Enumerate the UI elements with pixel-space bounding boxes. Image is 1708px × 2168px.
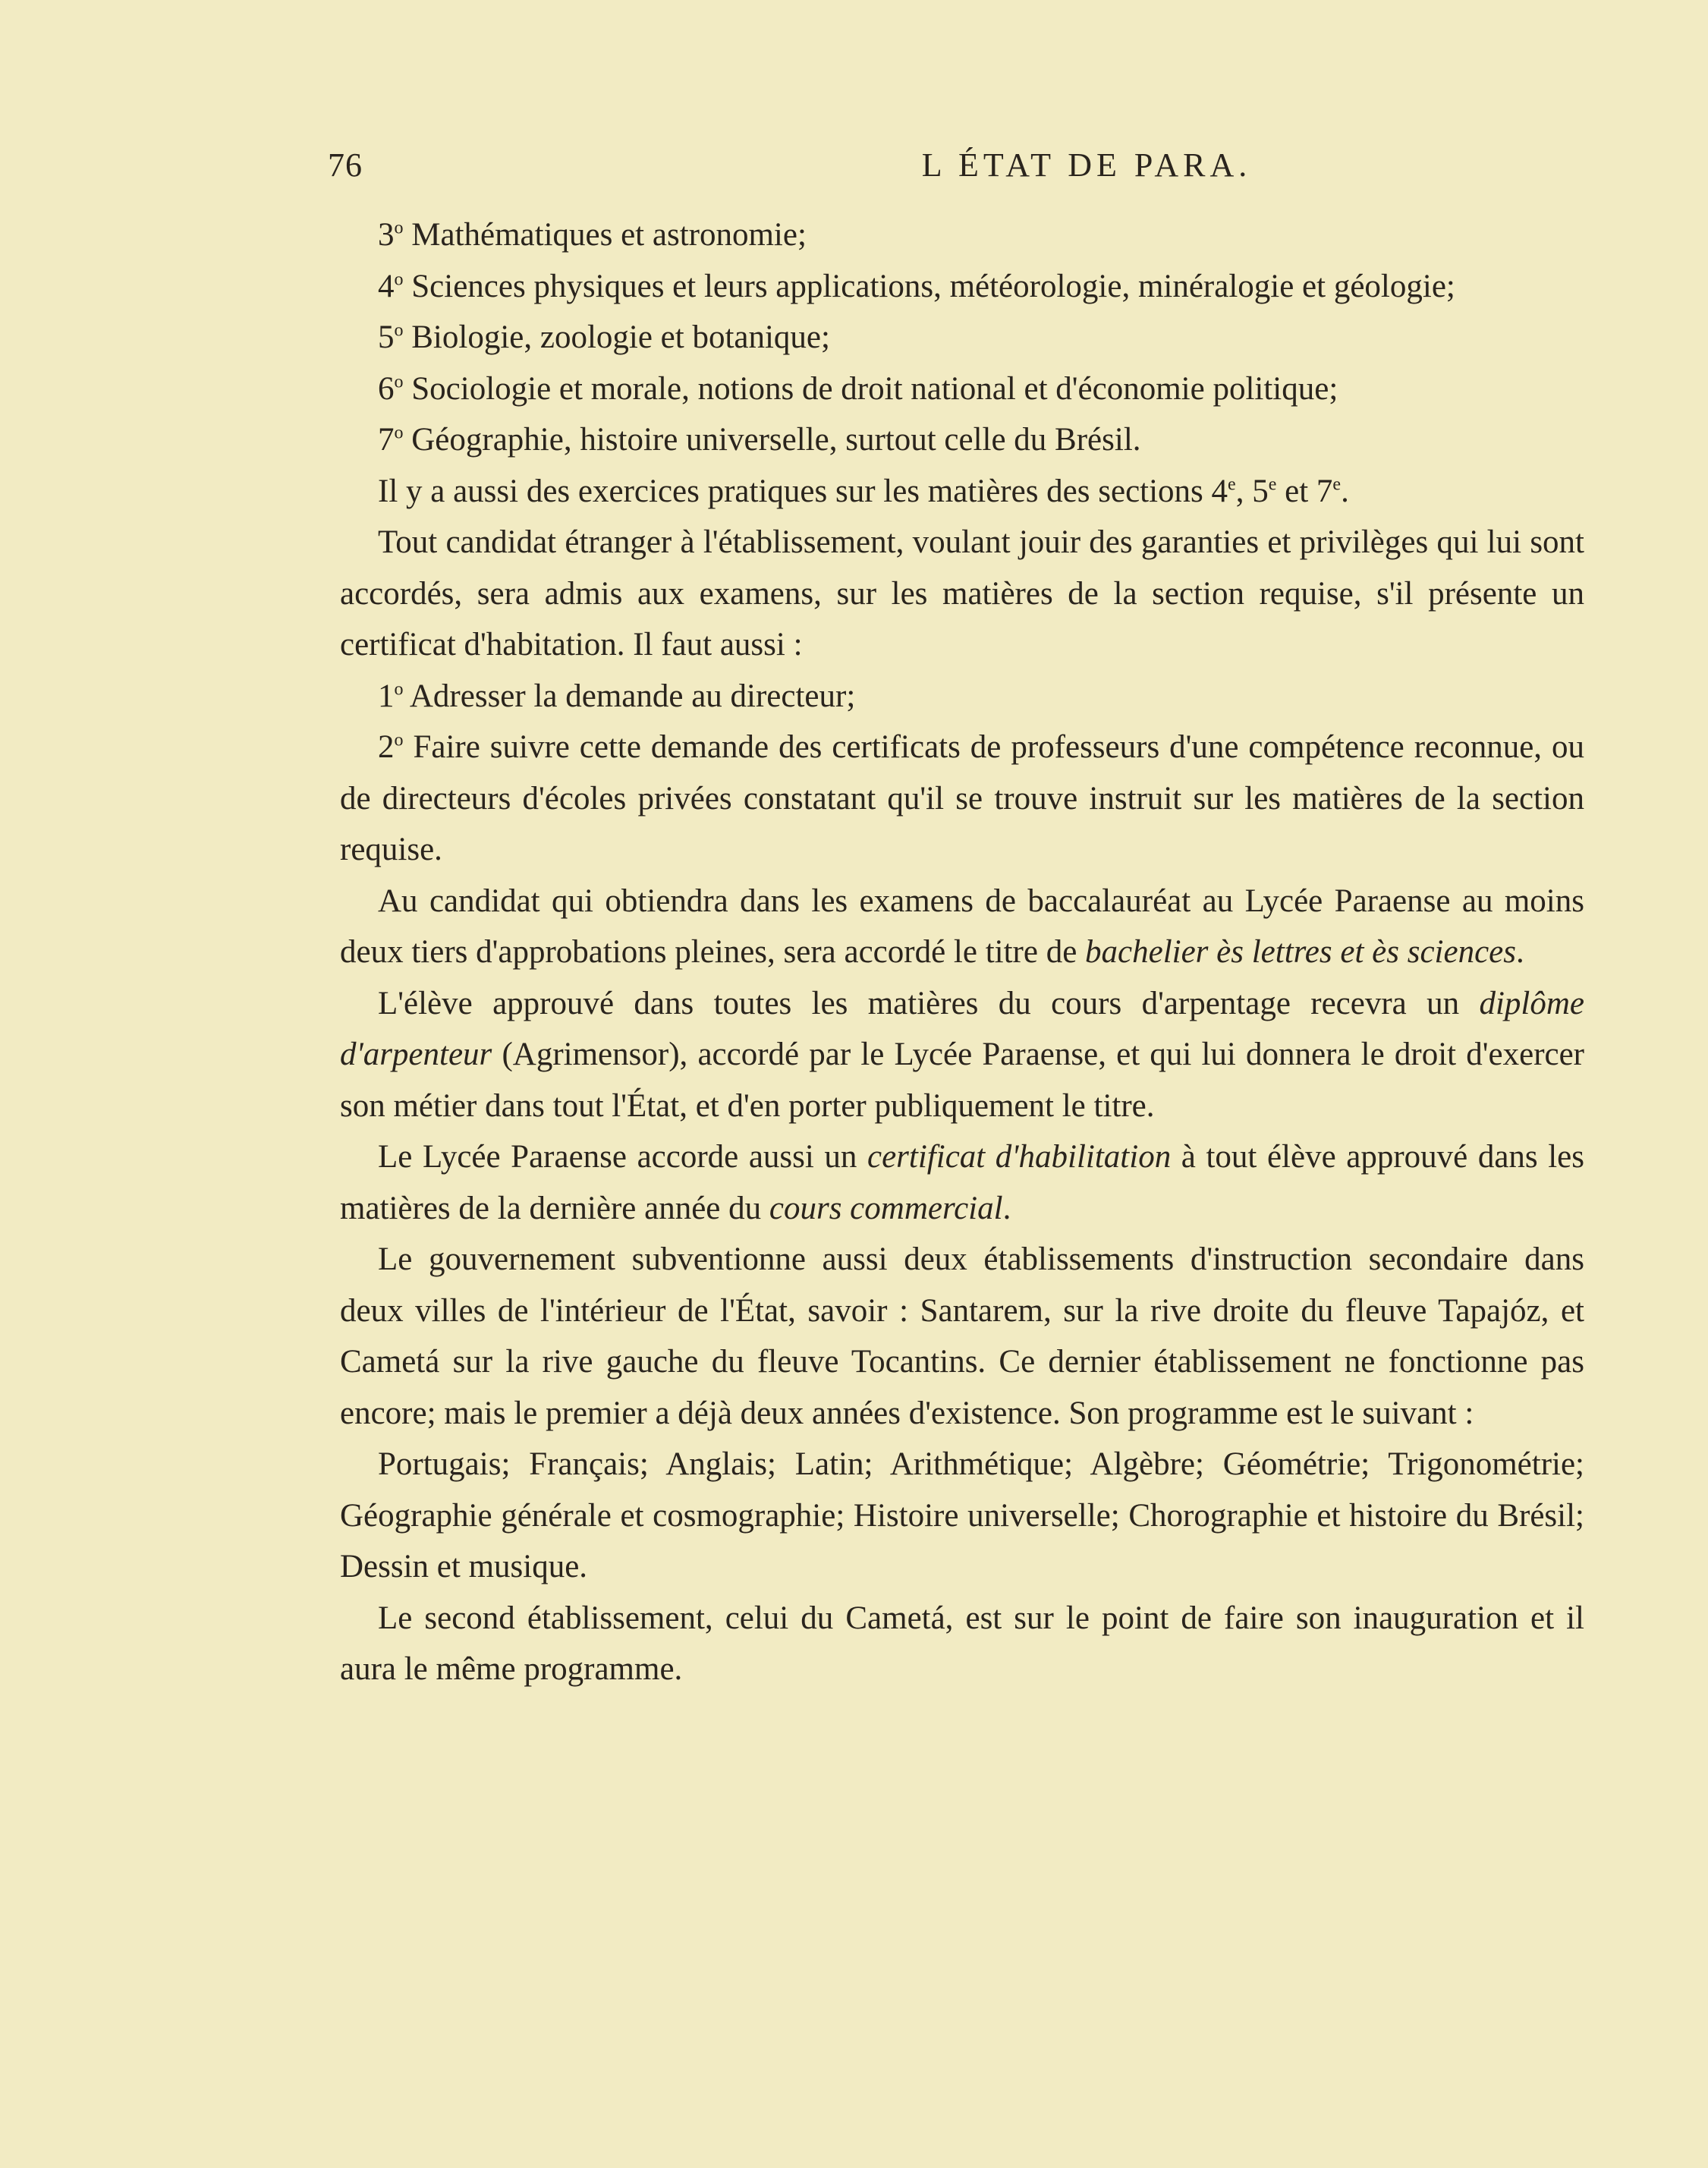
list-item-6: 6$^o$ Sociologie et morale, notions de droit national et d'économie politique; bbox=[378, 370, 1338, 407]
paragraph-certificate: Le Lycée Paraense accorde aussi un certificat d'habilitation à tout élève approuvé dans les matières de la dernière année du cours commercial. bbox=[340, 1139, 1584, 1226]
list-item-2: 2$^o$ Faire suivre cette demande des certificats de professeurs d'une compétence reconnue, ou de directeurs d'écoles privées constatant qu'il se trouve instruit sur les matières de la section requise. bbox=[340, 729, 1584, 867]
list-item-4: 4$^o$ Sciences physiques et leurs applications, météorologie, minéralogie et géologie; bbox=[378, 268, 1455, 304]
paragraph-baccalaureate: Au candidat qui obtiendra dans les examens de baccalauréat au Lycée Paraense au moins deux tiers d'approbations pleines, sera accordé le titre de bachelier ès lettres et ès sciences. bbox=[340, 883, 1584, 970]
body-text bbox=[340, 209, 1584, 1695]
paragraph-government-subsidy: Le gouvernement subventionne aussi deux établissements d'instruction secondaire dans deux villes de l'intérieur de l'État, savoir : Santarem, sur la rive droite du fleuve Tapajóz, et Cametá sur la rive gauche du fleuve Tocantins. Ce dernier établissement ne fonctionne pas encore; mais le premier a déjà deux années d'existence. Son programme est le suivant : bbox=[340, 1241, 1584, 1431]
list-item-5: 5$^o$ Biologie, zoologie et botanique; bbox=[378, 319, 830, 355]
paragraph-program: Portugais; Français; Anglais; Latin; Arithmétique; Algèbre; Géométrie; Trigonométrie; Géographie générale et cosmographie; Histoire universelle; Chorographie et histoire du Brésil; Dessin et musique. bbox=[340, 1446, 1584, 1584]
list-item-3: 3$^o$ Mathématiques et astronomie; bbox=[378, 217, 807, 253]
running-title: L ÉTAT DE PARA. bbox=[921, 146, 1252, 184]
list-item-7: 7$^o$ Géographie, histoire universelle, surtout celle du Brésil. bbox=[378, 422, 1141, 458]
paragraph-foreign-candidate: Tout candidat étranger à l'établissement, voulant jouir des garanties et privilèges qui lui sont accordés, sera admis aux examens, sur les matières de la section requise, s'il présente un certificat d'habitation. Il faut aussi : bbox=[340, 524, 1584, 662]
paragraph-exercises: Il y a aussi des exercices pratiques sur les matières des sections 4e, 5e et 7e. bbox=[378, 473, 1349, 509]
paragraph-second-establishment: Le second établissement, celui du Cametá, est sur le point de faire son inauguration et il aura le même programme. bbox=[340, 1600, 1584, 1687]
page-header bbox=[328, 146, 1587, 191]
list-item-1: 1$^o$ Adresser la demande au directeur; bbox=[378, 678, 856, 714]
paragraph-surveyor-diploma: L'élève approuvé dans toutes les matières du cours d'arpentage recevra un diplôme d'arpenteur (Agrimensor), accordé par le Lycée Paraense, et qui lui donnera le droit d'exercer son métier dans tout l'État, et d'en porter publiquement le titre. bbox=[340, 985, 1584, 1124]
page-number: 76 bbox=[328, 146, 363, 184]
